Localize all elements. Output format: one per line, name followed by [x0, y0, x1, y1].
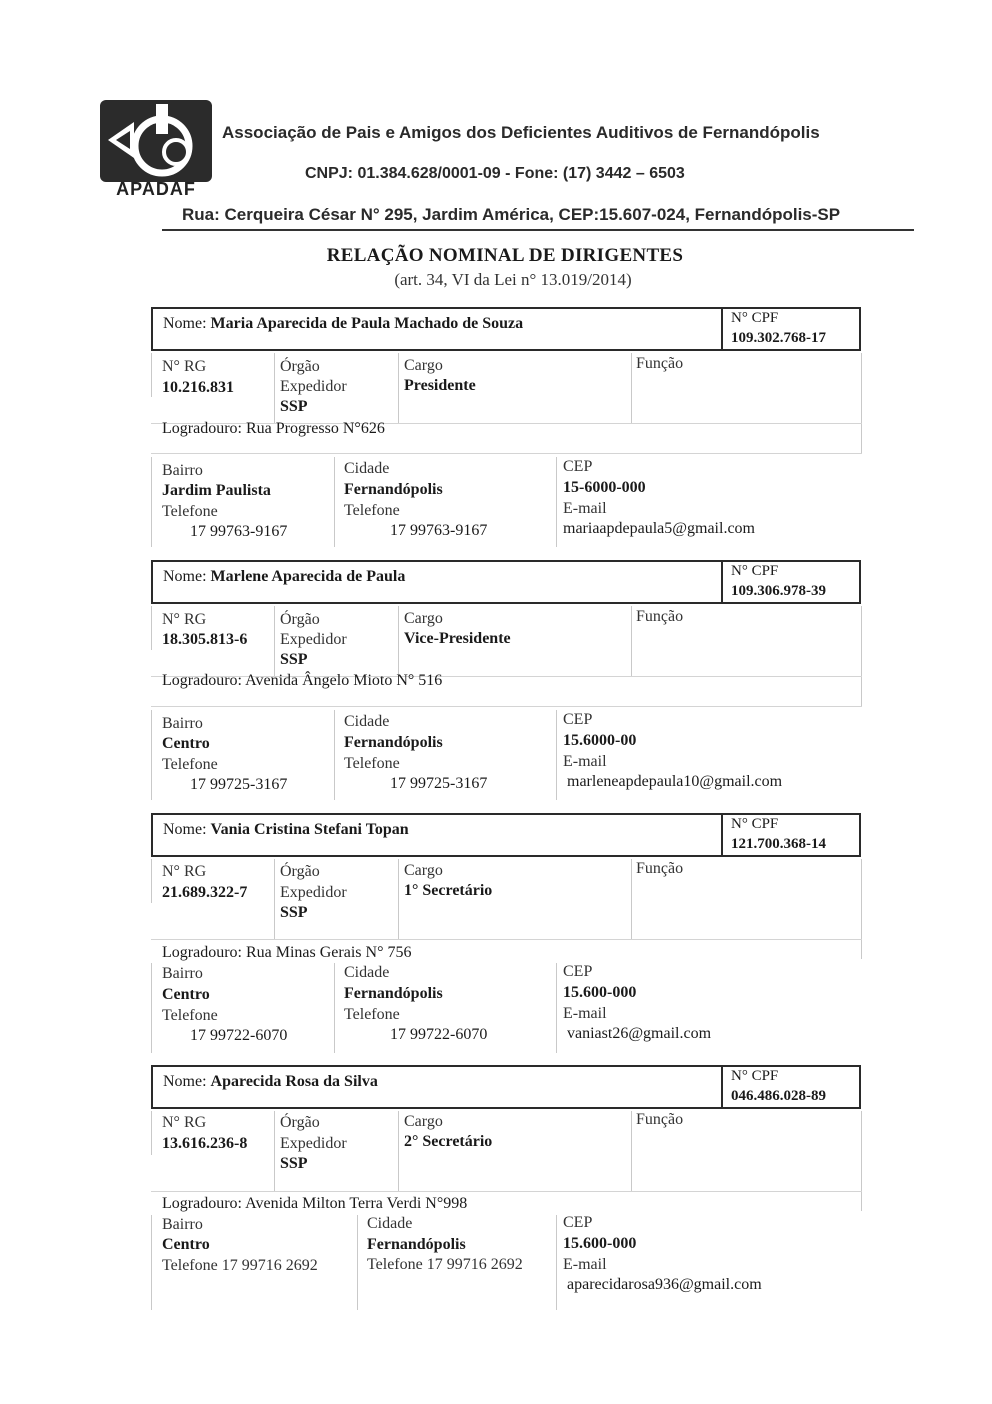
- table-border: [274, 606, 275, 676]
- bairro-label: Bairro: [162, 462, 203, 479]
- table-border: [556, 457, 557, 547]
- funcao-label: Função: [636, 355, 684, 372]
- funcao-label: Função: [636, 860, 684, 877]
- table-border: [151, 706, 862, 707]
- cidade-label: Cidade: [367, 1215, 413, 1232]
- cep-value: 15-6000-000: [563, 479, 646, 496]
- table-border: [274, 1111, 275, 1191]
- table-border: [334, 457, 335, 547]
- cidade-value: Fernandópolis: [344, 481, 443, 498]
- name-value: Vania Cristina Stefani Topan: [210, 821, 409, 838]
- email-label: E-mail: [563, 753, 607, 770]
- name-field: [163, 315, 523, 333]
- telefone-label: Telefone: [162, 756, 218, 773]
- table-border: [556, 963, 557, 1053]
- document-title: RELAÇÃO NOMINAL DE DIRIGENTES: [326, 245, 684, 266]
- table-border: [398, 859, 399, 939]
- table-border: [151, 859, 152, 903]
- bairro-label: Bairro: [162, 965, 203, 982]
- name-cpf-box: [151, 560, 861, 604]
- rg-label: N° RG: [162, 863, 207, 880]
- cidade-value: Fernandópolis: [344, 734, 443, 751]
- bairro-value: Centro: [162, 735, 210, 752]
- table-border: [151, 963, 152, 1053]
- telefone-value: 17 99722-6070: [190, 1027, 288, 1044]
- logradouro-text: Logradouro: Avenida Ângelo Mioto N° 516: [162, 672, 443, 689]
- document-subtitle: (art. 34, VI da Lei n° 13.019/2014): [394, 270, 632, 289]
- telefone-value: 17 99722-6070: [390, 1026, 488, 1043]
- email-value: vaniast26@gmail.com: [567, 1025, 712, 1042]
- cpf-separator: [721, 1067, 723, 1107]
- bairro-label: Bairro: [162, 715, 203, 732]
- telefone-label: Telefone: [162, 503, 218, 520]
- name-cpf-box: [151, 307, 861, 351]
- cpf-label: N° CPF: [731, 563, 779, 579]
- table-border: [151, 1191, 862, 1192]
- name-cpf-box: [151, 813, 861, 857]
- table-border: [151, 1215, 152, 1310]
- name-field: [163, 568, 405, 586]
- rg-label: N° RG: [162, 358, 207, 375]
- cargo-value: 2° Secretário: [404, 1133, 493, 1150]
- name-label: Nome:: [163, 315, 207, 332]
- table-border: [631, 353, 632, 423]
- name-value: Marlene Aparecida de Paula: [210, 568, 406, 585]
- table-border: [334, 710, 335, 800]
- table-border: [334, 963, 335, 1053]
- email-label: E-mail: [563, 1005, 607, 1022]
- table-border: [631, 859, 632, 939]
- telefone-label: Telefone: [344, 502, 400, 519]
- orgao-value: SSP: [280, 904, 308, 921]
- cpf-separator: [721, 309, 723, 349]
- email-label: E-mail: [563, 500, 607, 517]
- rg-label: N° RG: [162, 611, 207, 628]
- cpf-separator: [721, 815, 723, 855]
- logo-emblem: [100, 100, 212, 182]
- cargo-label: Cargo: [404, 357, 443, 374]
- cargo-value: 1° Secretário: [404, 882, 493, 899]
- table-border: [151, 939, 862, 940]
- table-border: [631, 606, 632, 676]
- telefone-value: 17 99725-3167: [190, 776, 288, 793]
- orgao-label: Órgão: [280, 611, 320, 628]
- apadaf-logo: [100, 100, 212, 200]
- table-border: [861, 1111, 862, 1211]
- name-label: Nome:: [163, 568, 207, 585]
- bairro-value: Centro: [162, 986, 210, 1003]
- cep-label: CEP: [563, 1214, 593, 1231]
- table-border: [556, 1215, 557, 1310]
- rg-label: N° RG: [162, 1114, 207, 1131]
- cidade-value: Fernandópolis: [367, 1236, 466, 1253]
- bairro-label: Bairro: [162, 1216, 203, 1233]
- cargo-value: Presidente: [404, 377, 476, 394]
- name-cpf-box: [151, 1065, 861, 1109]
- logradouro-text: Logradouro: Rua Progresso N°626: [162, 420, 385, 437]
- rg-value: 10.216.831: [162, 379, 234, 396]
- funcao-label: Função: [636, 608, 684, 625]
- table-border: [151, 353, 152, 397]
- expedidor-label: Expedidor: [280, 884, 347, 901]
- director-record-1: [0, 307, 992, 557]
- name-value: Aparecida Rosa da Silva: [210, 1073, 378, 1090]
- table-border: [151, 457, 152, 547]
- email-value: aparecidarosa936@gmail.com: [567, 1276, 762, 1293]
- cep-value: 15.600-000: [563, 984, 637, 1001]
- ear-symbol-icon: [100, 100, 212, 182]
- cargo-label: Cargo: [404, 1113, 443, 1130]
- table-border: [274, 353, 275, 423]
- director-record-3: [0, 813, 992, 1063]
- bairro-value: Jardim Paulista: [162, 482, 271, 499]
- telefone-label: Telefone: [344, 1006, 400, 1023]
- email-value: mariaapdepaula5@gmail.com: [563, 520, 755, 537]
- rg-value: 18.305.813-6: [162, 631, 248, 648]
- table-border: [861, 353, 862, 453]
- cpf-value: 046.486.028-89: [731, 1088, 826, 1104]
- name-label: Nome:: [163, 821, 207, 838]
- table-border: [556, 710, 557, 800]
- cargo-value: Vice-Presidente: [404, 630, 511, 647]
- table-border: [631, 1111, 632, 1191]
- cpf-label: N° CPF: [731, 310, 779, 326]
- orgao-value: SSP: [280, 651, 308, 668]
- address-line: Rua: Cerqueira César N° 295, Jardim América, CEP:15.607-024, Fernandópolis-SP: [182, 205, 841, 224]
- rg-value: 21.689.322-7: [162, 884, 248, 901]
- table-border: [274, 859, 275, 939]
- email-value: marleneapdepaula10@gmail.com: [567, 773, 783, 790]
- telefone-value: Telefone 17 99716 2692: [162, 1257, 318, 1274]
- telefone-label: Telefone: [162, 1007, 218, 1024]
- telefone-value: 17 99763-9167: [190, 523, 288, 540]
- name-value: Maria Aparecida de Paula Machado de Souza: [210, 315, 524, 332]
- cpf-separator: [721, 562, 723, 602]
- table-border: [357, 1215, 358, 1310]
- name-field: [163, 1073, 378, 1091]
- director-record-4: [0, 1065, 992, 1315]
- funcao-label: Função: [636, 1111, 684, 1128]
- organization-name: Associação de Pais e Amigos dos Deficientes Auditivos de Fernandópolis: [222, 123, 820, 142]
- orgao-value: SSP: [280, 1155, 308, 1172]
- table-border: [398, 606, 399, 676]
- cidade-label: Cidade: [344, 460, 390, 477]
- cpf-value: 121.700.368-14: [731, 836, 826, 852]
- table-border: [398, 1111, 399, 1191]
- telefone-label: Telefone: [344, 755, 400, 772]
- rg-value: 13.616.236-8: [162, 1135, 248, 1152]
- email-label: E-mail: [563, 1256, 607, 1273]
- table-border: [861, 859, 862, 959]
- table-border: [151, 1111, 152, 1155]
- telefone-value: 17 99763-9167: [390, 522, 488, 539]
- cep-value: 15.600-000: [563, 1235, 637, 1252]
- logradouro-text: Logradouro: Avenida Milton Terra Verdi N°998: [162, 1195, 468, 1212]
- cep-value: 15.6000-00: [563, 732, 637, 749]
- cidade-label: Cidade: [344, 713, 390, 730]
- expedidor-label: Expedidor: [280, 378, 347, 395]
- cidade-value: Fernandópolis: [344, 985, 443, 1002]
- orgao-label: Órgão: [280, 358, 320, 375]
- cep-label: CEP: [563, 711, 593, 728]
- telefone-value: 17 99725-3167: [390, 775, 488, 792]
- logo-text: APADAF: [116, 179, 196, 199]
- expedidor-label: Expedidor: [280, 631, 347, 648]
- orgao-label: Órgão: [280, 863, 320, 880]
- cpf-label: N° CPF: [731, 1068, 779, 1084]
- cpf-value: 109.306.978-39: [731, 583, 826, 599]
- director-record-2: [0, 560, 992, 810]
- table-border: [151, 710, 152, 800]
- name-label: Nome:: [163, 1073, 207, 1090]
- bairro-value: Centro: [162, 1236, 210, 1253]
- table-border: [151, 606, 152, 650]
- table-border: [398, 353, 399, 423]
- orgao-value: SSP: [280, 398, 308, 415]
- cpf-value: 109.302.768-17: [731, 330, 826, 346]
- cnpj-phone-line: CNPJ: 01.384.628/0001-09 - Fone: (17) 3442 – 6503: [305, 165, 685, 182]
- cep-label: CEP: [563, 963, 593, 980]
- header-divider: [162, 229, 914, 231]
- cargo-label: Cargo: [404, 862, 443, 879]
- telefone-value: Telefone 17 99716 2692: [367, 1256, 523, 1273]
- cargo-label: Cargo: [404, 610, 443, 627]
- orgao-label: Órgão: [280, 1114, 320, 1131]
- cpf-label: N° CPF: [731, 816, 779, 832]
- expedidor-label: Expedidor: [280, 1135, 347, 1152]
- table-border: [861, 606, 862, 706]
- cep-label: CEP: [563, 458, 593, 475]
- logradouro-text: Logradouro: Rua Minas Gerais N° 756: [162, 944, 412, 961]
- cidade-label: Cidade: [344, 964, 390, 981]
- table-border: [151, 453, 862, 454]
- name-field: [163, 821, 409, 839]
